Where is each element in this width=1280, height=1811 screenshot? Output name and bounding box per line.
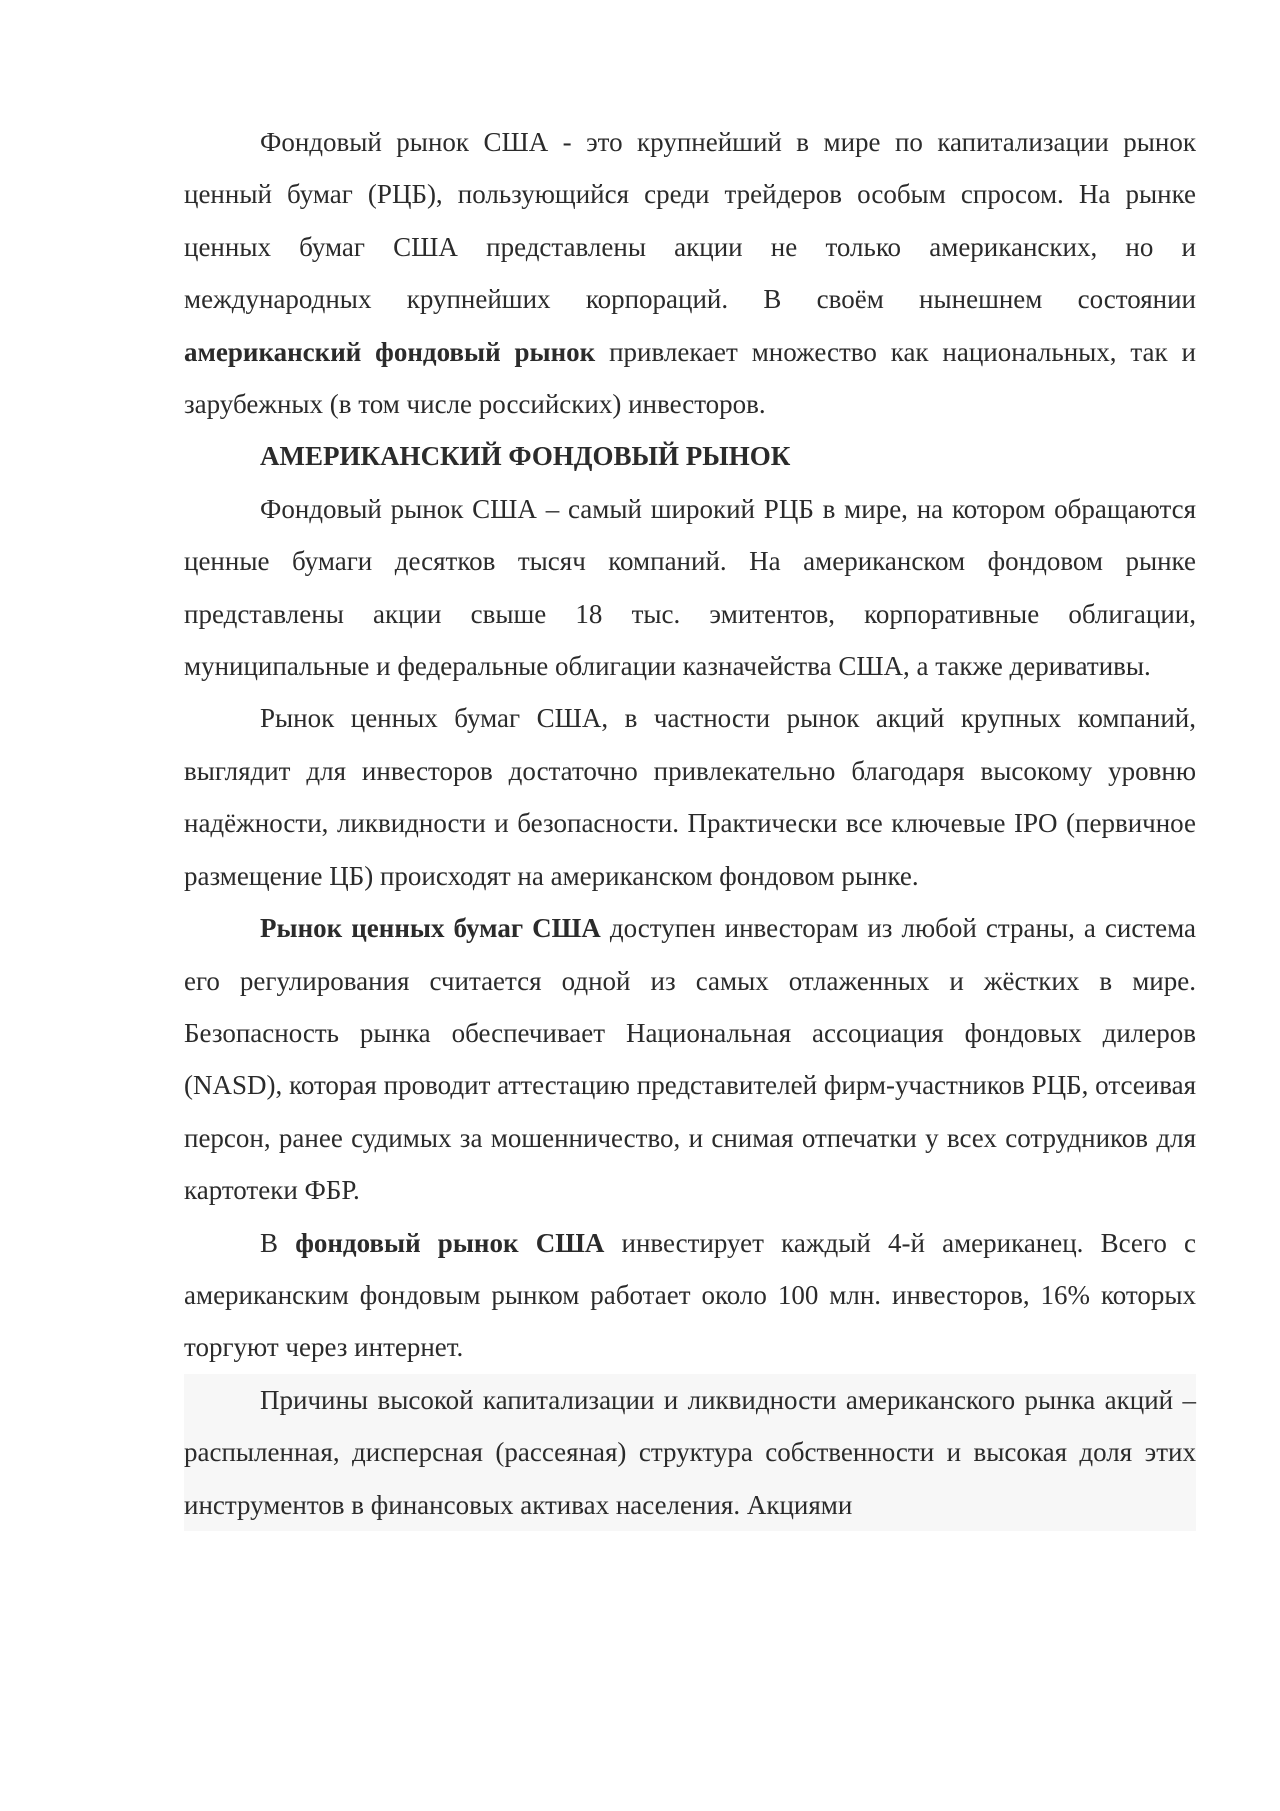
paragraph-investors-text-b: инвестирует каждый 4-й американец. Всего с американским фондовым рынком работает около 100 млн. инвесторов, 16% которых торгуют через интернет.	[184, 1227, 1196, 1363]
paragraph-regulation	[184, 902, 1196, 1216]
paragraph-intro-bold: американский фондовый рынок	[184, 336, 596, 367]
paragraph-investors	[184, 1217, 1196, 1374]
document-body	[184, 116, 1196, 1531]
section-heading: АМЕРИКАНСКИЙ ФОНДОВЫЙ РЫНОК	[260, 441, 791, 472]
paragraph-investors-text-a: В	[260, 1227, 296, 1258]
paragraph-capitalization: Причины высокой капитализации и ликвидности американского рынка акций – распыленная, дисперсная (рассеяная) структура собственности и высокая доля этих инструментов в финансовых активах населения. Акциями	[184, 1374, 1196, 1531]
paragraph-intro	[184, 116, 1196, 430]
paragraph-investors-bold: фондовый рынок США	[295, 1227, 605, 1258]
paragraph-regulation-text: доступен инвесторам из любой страны, а система его регулирования считается одной из самых отлаженных и жёстких в мире. Безопасность рынка обеспечивает Национальная ассоциация фондовых дилеров (NASD), которая проводит аттестацию представителей фирм-участников РЦБ, отсеивая персон, ранее судимых за мошенничество, и снимая отпечатки у всех сотрудников для картотеки ФБР.	[184, 913, 1196, 1206]
paragraph-attractiveness: Рынок ценных бумаг США, в частности рынок акций крупных компаний, выглядит для инвесторов достаточно привлекательно благодаря высокому уровню надёжности, ликвидности и безопасности. Практически все ключевые IPO (первичное размещение ЦБ) происходят на американском фондовом рынке.	[184, 703, 1196, 891]
paragraph-intro-text-b: привлекает множество как национальных, так и зарубежных (в том числе российских) инвесторов.	[184, 336, 1196, 420]
paragraph-regulation-bold: Рынок ценных бумаг США	[260, 913, 601, 944]
paragraph-intro-text-a: Фондовый рынок США - это крупнейший в мире по капитализации рынок ценный бумаг (РЦБ), пользующийся среди трейдеров особым спросом. На рынке ценных бумаг США представлены акции не только американских, но и международных крупнейших корпораций. В своём нынешнем состоянии	[184, 127, 1196, 315]
paragraph-overview: Фондовый рынок США – самый широкий РЦБ в мире, на котором обращаются ценные бумаги десятков тысяч компаний. На американском фондовом рынке представлены акции свыше 18 тыс. эмитентов, корпоративные облигации, муниципальные и федеральные облигации казначейства США, а также деривативы.	[184, 493, 1196, 682]
